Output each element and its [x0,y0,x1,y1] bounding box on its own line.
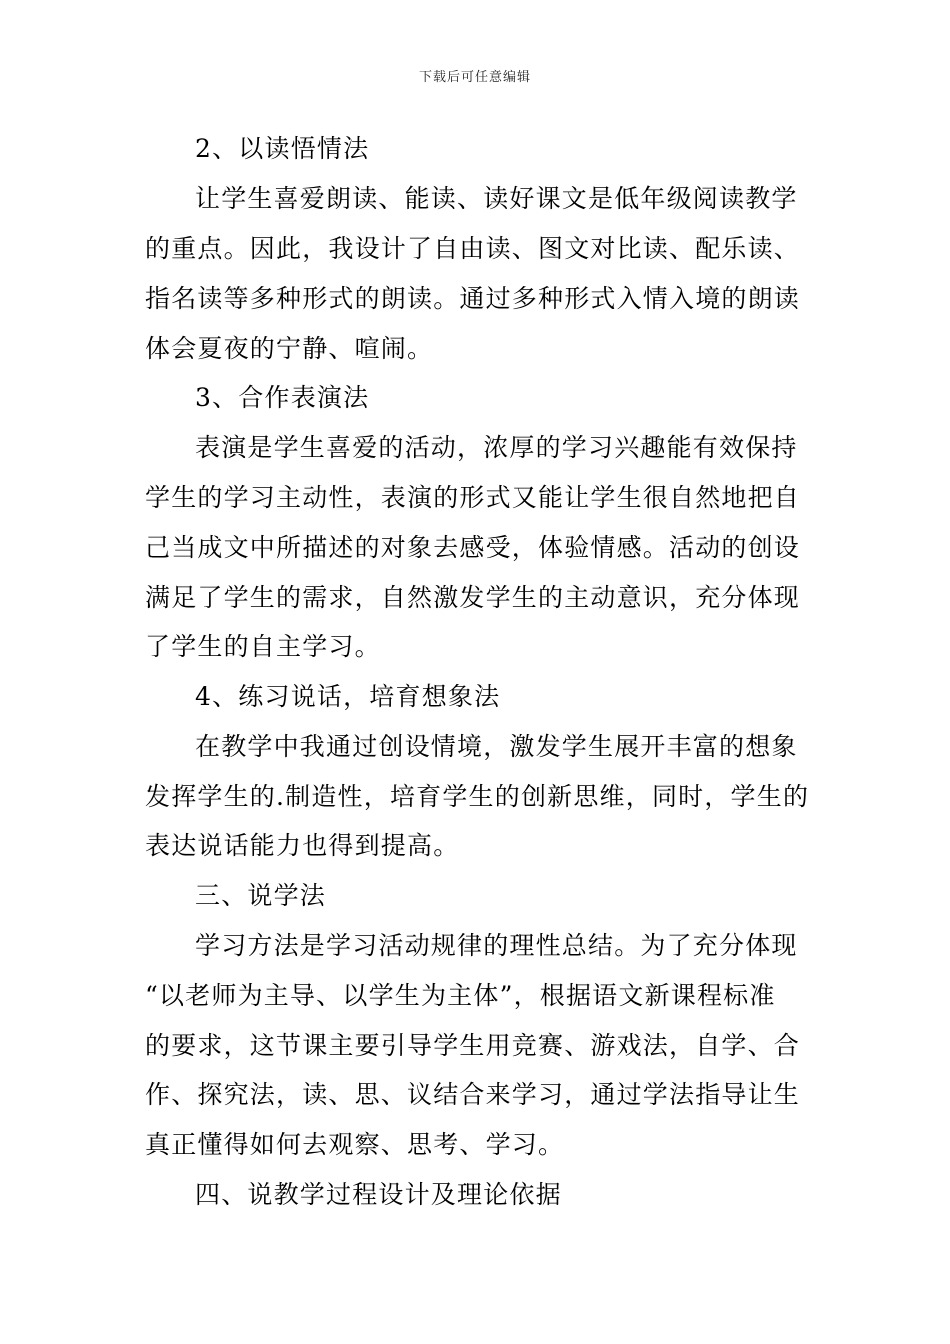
paragraph-line: 学习方法是学习活动规律的理性总结。为了充分体现 [195,931,798,960]
paragraph-line: 满足了学生的需求，自然激发学生的主动意识，充分体现 [145,583,801,612]
section-heading: 2、以读悟情法 [195,134,370,163]
section-heading: 4、练习说话，培育想象法 [195,682,501,711]
paragraph-line: 让学生喜爱朗读、能读、读好课文是低年级阅读教学 [195,184,798,213]
paragraph-line: 作、探究法，读、思、议结合来学习，通过学法指导让生 [145,1080,801,1109]
paragraph-line: 表演是学生喜爱的活动，浓厚的学习兴趣能有效保持 [195,433,798,462]
paragraph-line: 发挥学生的.制造性，培育学生的创新思维，同时，学生的 [145,782,810,811]
paragraph-line: 己当成文中所描述的对象去感受，体验情感。活动的创设 [145,533,801,562]
paragraph-line: “以老师为主导、以学生为主体”，根据语文新课程标准 [145,981,776,1010]
paragraph-line: 的重点。因此，我设计了自由读、图文对比读、配乐读、 [145,234,801,263]
header-note: 下载后可任意编辑 [418,70,531,85]
section-heading: 三、说学法 [195,881,327,910]
paragraph-line: 表达说话能力也得到提高。 [145,831,460,860]
section-heading: 四、说教学过程设计及理论依据 [195,1180,562,1209]
paragraph-line: 在教学中我通过创设情境，激发学生展开丰富的想象 [195,732,798,761]
section-heading: 3、合作表演法 [195,383,370,412]
paragraph-line: 了学生的自主学习。 [145,632,381,661]
paragraph-line: 学生的学习主动性，表演的形式又能让学生很自然地把自 [145,483,801,512]
paragraph-line: 体会夏夜的宁静、喧闹。 [145,334,434,363]
paragraph-line: 真正懂得如何去观察、思考、学习。 [145,1130,565,1159]
paragraph-line: 指名读等多种形式的朗读。通过多种形式入情入境的朗读 [145,284,801,313]
paragraph-line: 的要求，这节课主要引导学生用竞赛、游戏法，自学、合 [145,1031,801,1060]
